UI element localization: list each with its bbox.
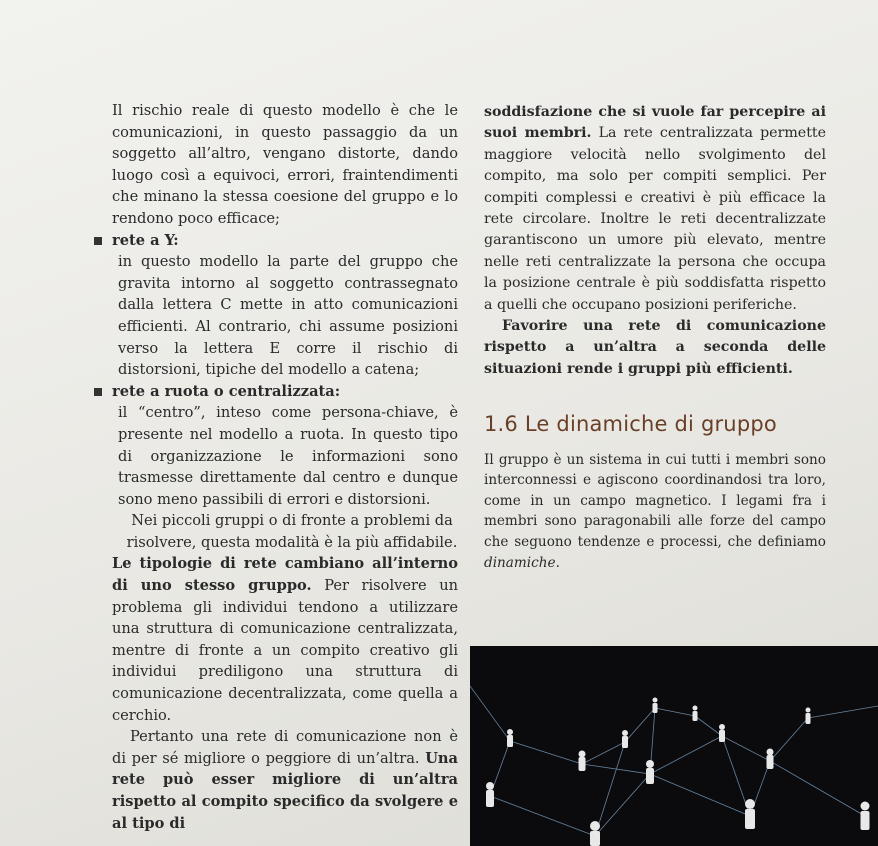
continuation-paragraph (484, 102, 826, 316)
network-lines (470, 686, 878, 836)
person-figure-5 (693, 706, 698, 722)
person-figure-8 (767, 749, 774, 770)
network-illustration (470, 646, 878, 846)
person-figure-3 (622, 730, 628, 748)
section-title: Le dinamiche di gruppo (524, 412, 777, 437)
network-types-bold: Le tipologie di rete cambiano all’interno di uno stesso gruppo. (112, 555, 458, 595)
section-heading (484, 414, 826, 435)
favorire-paragraph: Favorire una rete di comunicazione rispetto a un’altra a seconda delle situazioni rende i gruppi più efficienti. (484, 318, 826, 377)
network-types-paragraph (112, 553, 458, 726)
therefore-bold: Una rete può esser migliore di un’altra rispetto al compito specifico da svolgere e al tipo di (112, 749, 458, 832)
intro-paragraph: Il rischio reale di questo modello è che le comunicazioni, in questo passaggio da un soggetto all’altro, vengano distorte, dando luogo così a equivoci, errori, fraintendimenti che minano la stessa coesione del gruppo e lo rendono poco efficace; (112, 102, 458, 227)
therefore-plain: Pertanto una rete di comunicazione non è di per sé migliore o peggiore di un’altra. (112, 728, 458, 767)
person-figure-2 (579, 751, 586, 772)
dynamics-text: Il gruppo è un sistema in cui tutti i membri sono interconnessi e agiscono coordinandosi tra loro, come in un campo magnetico. I legami fra i membri sono paragonabili alle forze del campo che seguono tendenze e processi, che definiamo (484, 451, 826, 551)
bullet-rete-y-text: in questo modello la parte del gruppo che gravita intorno al soggetto contrassegnato dalla lettera C mette in atto comunicazioni efficienti. Al contrario, chi assume posizioni verso la lettera E corre il rischio di distorsioni, tipiche del modello a catena; (118, 253, 458, 379)
network-photo (470, 646, 878, 846)
dynamics-italic: dinamiche (484, 554, 556, 571)
small-groups-paragraph: Nei piccoli gruppi o di fronte a problemi da risolvere, questa modalità è la più affidabile. (126, 512, 458, 551)
person-figure-13 (861, 802, 870, 831)
right-column (484, 102, 826, 573)
therefore-paragraph (112, 726, 458, 834)
bullet-rete-ruota-title: rete a ruota o centralizzata: (112, 381, 458, 403)
continuation-bold: soddisfazione che si vuole far percepire ai suoi membri. (484, 104, 826, 142)
network-types-rest: Per risolvere un problema gli individui tendono a utilizzare una struttura di comunicazione centralizzata, mentre di fronte a un compito creativo gli individui prediligono una struttura di comunicazione decentralizzata, come quella a cerchio. (112, 577, 458, 724)
section-number: 1.6 (484, 412, 518, 437)
continuation-rest: La rete centralizzata permette maggiore velocità nello svolgimento del compito, ma solo per compiti semplici. Per compiti complessi e creativi è più efficace la rete circolare. Inoltre le reti decentralizzate garantiscono un umore più elevato, mentre nelle reti centralizzate la persona che occupa la posizione centrale è più soddisfatta rispetto a quelli che occupano posizioni periferiche. (484, 125, 826, 313)
person-figure-10 (486, 782, 494, 807)
dynamics-paragraph (484, 450, 826, 574)
person-figure-6 (719, 724, 725, 742)
bullet-rete-y-title: rete a Y: (112, 230, 458, 252)
figurines (486, 698, 870, 846)
person-figure-7 (646, 760, 654, 784)
dynamics-end: . (555, 554, 560, 571)
person-figure-1 (507, 729, 513, 747)
left-column (112, 100, 458, 834)
person-figure-9 (806, 708, 811, 725)
person-figure-4 (653, 698, 658, 714)
person-figure-11 (590, 821, 600, 846)
bullet-rete-ruota-text: il “centro”, inteso come persona-chiave, è presente nel modello a ruota. In questo tipo di organizzazione le informazioni sono trasmesse direttamente dal centro e dunque sono meno passibili di errori e distorsioni. (118, 404, 458, 508)
person-figure-12 (745, 799, 755, 829)
